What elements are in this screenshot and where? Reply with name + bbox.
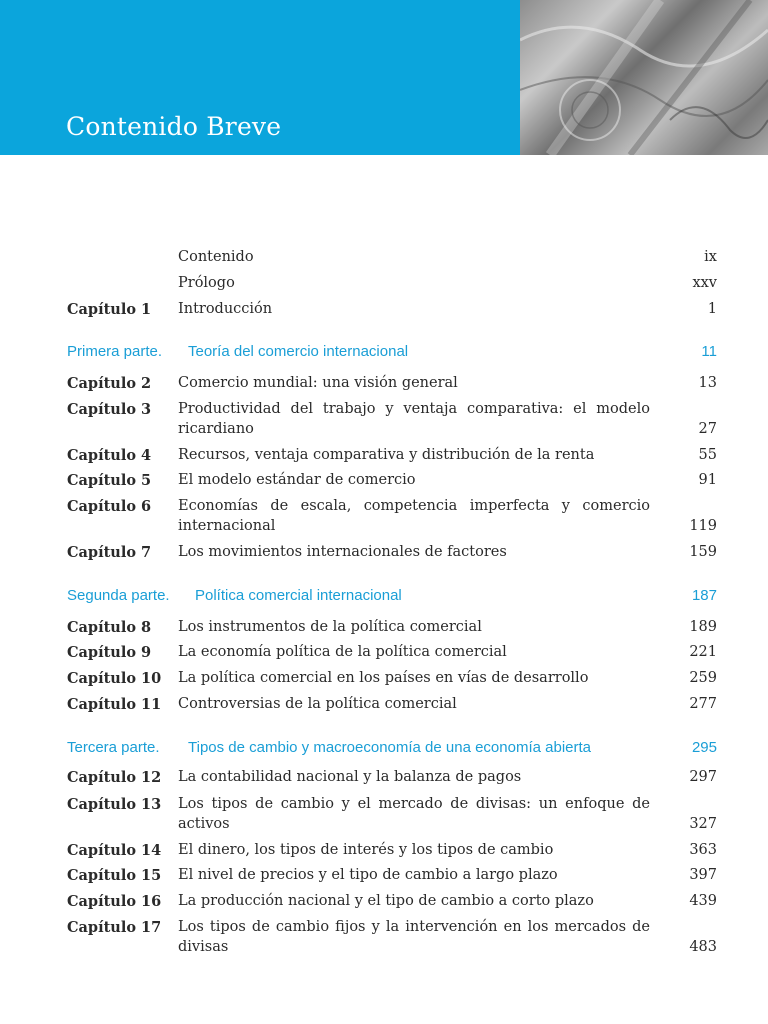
chapter-label: Capítulo 3 xyxy=(67,401,152,418)
chapter-page: 483 xyxy=(689,939,717,955)
chapter-label: Capítulo 5 xyxy=(67,472,152,489)
part-title: Teoría del comercio internacional xyxy=(188,343,409,360)
chapter-label: Capítulo 10 xyxy=(67,670,162,687)
chapter-label: Capítulo 7 xyxy=(67,544,152,561)
part-title: Tipos de cambio y macroeconomía de una economía abierta xyxy=(188,739,592,756)
chapter-title: Comercio mundial: una visión general xyxy=(178,375,458,391)
chapter-title: Controversias de la política comercial xyxy=(178,696,457,712)
chapter-page: 439 xyxy=(689,893,717,909)
chapter-page: 55 xyxy=(698,447,717,463)
entry-page: xxv xyxy=(692,275,717,291)
chapter-page: 91 xyxy=(698,472,717,488)
chapter-label: Capítulo 1 xyxy=(67,301,152,318)
part-page: 11 xyxy=(701,343,717,360)
chapter-page: 277 xyxy=(689,696,717,712)
chapter-label: Capítulo 9 xyxy=(67,644,152,661)
chapter-title: El dinero, los tipos de interés y los tipos de cambio xyxy=(178,842,554,858)
part-label: Primera parte. xyxy=(67,343,163,360)
chapter-page: 1 xyxy=(707,301,717,317)
chapter-label: Capítulo 15 xyxy=(67,867,162,884)
chapter-label: Capítulo 12 xyxy=(67,769,162,786)
chapter-label: Capítulo 14 xyxy=(67,842,162,859)
chapter-title: La producción nacional y el tipo de cambio a corto plazo xyxy=(178,893,594,909)
chapter-title: Productividad del trabajo y ventaja comparativa: el modelo ricardiano xyxy=(178,401,650,437)
chapter-label: Capítulo 8 xyxy=(67,619,152,636)
chapter-title: El nivel de precios y el tipo de cambio a largo plazo xyxy=(178,867,558,883)
chapter-page: 159 xyxy=(689,544,717,560)
chapter-page: 397 xyxy=(689,867,717,883)
chapter-label: Capítulo 13 xyxy=(67,796,162,813)
chapter-label: Capítulo 2 xyxy=(67,375,152,392)
chapter-title: Los instrumentos de la política comercial xyxy=(178,619,482,635)
chapter-page: 221 xyxy=(689,644,717,660)
chapter-title: Economías de escala, competencia imperfecta y comercio internacional xyxy=(178,498,650,534)
chapter-page: 297 xyxy=(689,769,717,785)
chapter-label: Capítulo 16 xyxy=(67,893,162,910)
chapter-page: 13 xyxy=(698,375,717,391)
chapter-title: Los tipos de cambio y el mercado de divisas: un enfoque de activos xyxy=(178,796,650,832)
chapter-title: El modelo estándar de comercio xyxy=(178,472,416,488)
entry-title: Contenido xyxy=(178,249,254,265)
chapter-title: La economía política de la política comercial xyxy=(178,644,507,660)
chapter-label: Capítulo 4 xyxy=(67,447,152,464)
chapter-title: Introducción xyxy=(178,301,273,317)
part-title: Política comercial internacional xyxy=(195,587,402,604)
chapter-page: 189 xyxy=(689,619,717,635)
chapter-label: Capítulo 11 xyxy=(67,696,162,713)
chapter-title: La política comercial en los países en vías de desarrollo xyxy=(178,670,589,686)
part-page: 295 xyxy=(691,739,717,756)
entry-title: Prólogo xyxy=(178,275,235,291)
chapter-label: Capítulo 6 xyxy=(67,498,152,515)
part-label: Segunda parte. xyxy=(67,587,170,604)
chapter-label: Capítulo 17 xyxy=(67,919,162,936)
chapter-page: 259 xyxy=(689,670,717,686)
chapter-title: Los movimientos internacionales de factores xyxy=(178,544,507,560)
page-title: Contenido Breve xyxy=(66,112,282,141)
chapter-page: 327 xyxy=(689,816,717,832)
part-page: 187 xyxy=(691,587,717,604)
chapter-page: 363 xyxy=(689,842,717,858)
chapter-title: Recursos, ventaja comparativa y distribución de la renta xyxy=(178,447,595,463)
part-label: Tercera parte. xyxy=(67,739,160,756)
chapter-page: 27 xyxy=(698,421,717,437)
chapter-title: La contabilidad nacional y la balanza de pagos xyxy=(178,769,522,785)
chapter-page: 119 xyxy=(689,518,717,534)
entry-page: ix xyxy=(704,249,717,265)
chapter-title: Los tipos de cambio fijos y la intervención en los mercados de divisas xyxy=(178,919,650,955)
